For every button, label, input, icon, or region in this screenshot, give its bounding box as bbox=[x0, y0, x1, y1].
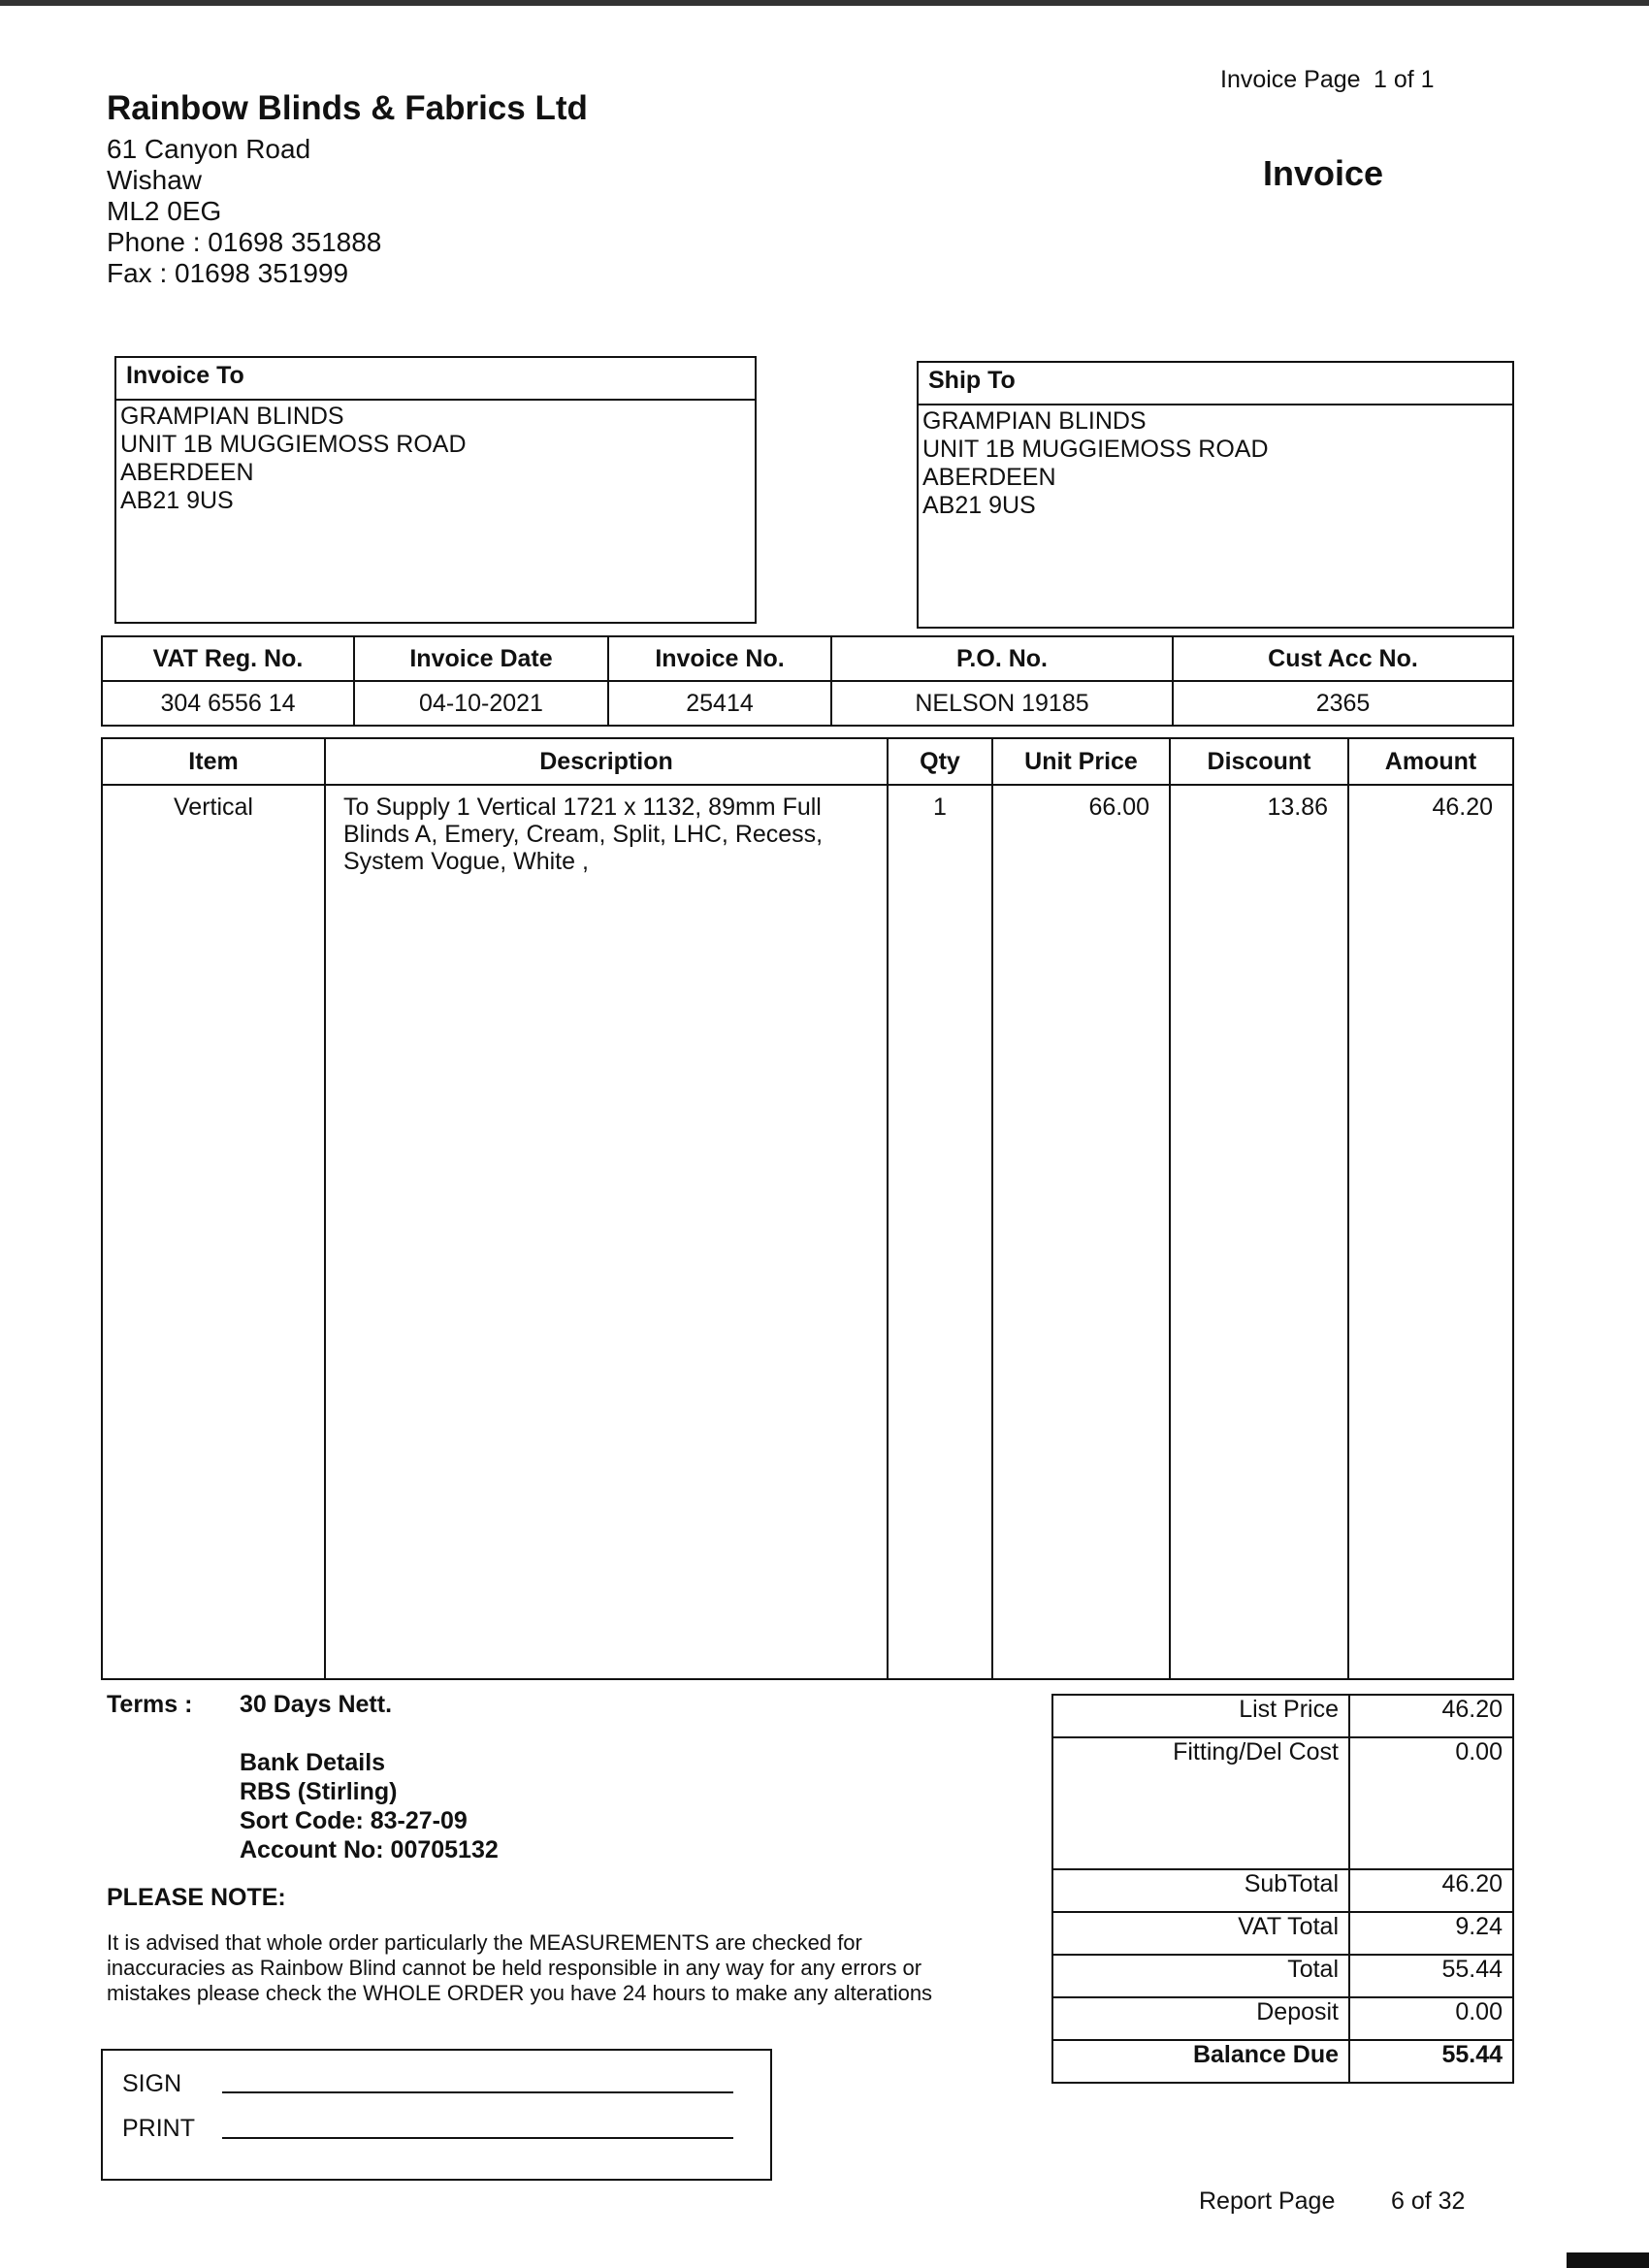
table-header-row bbox=[102, 738, 1513, 785]
description-cell bbox=[325, 785, 888, 1679]
line-items-table bbox=[101, 737, 1514, 1680]
note-line: It is advised that whole order particularly the MEASUREMENTS are checked for bbox=[107, 1930, 862, 1955]
subtotal-label: SubTotal bbox=[1052, 1869, 1349, 1912]
table-row bbox=[1052, 1695, 1513, 1737]
terms-label: Terms : bbox=[107, 1691, 193, 1718]
invoice-page-indicator bbox=[1220, 66, 1435, 94]
invoice-to-line: GRAMPIAN BLINDS bbox=[120, 403, 344, 430]
cust-acc-value: 2365 bbox=[1173, 681, 1513, 726]
invoice-date-header: Invoice Date bbox=[354, 636, 608, 681]
company-address-line: 61 Canyon Road bbox=[107, 134, 311, 164]
table-header-row bbox=[102, 636, 1513, 681]
report-page-indicator bbox=[1199, 2187, 1465, 2216]
description-line: System Vogue, White , bbox=[343, 848, 589, 875]
po-no-value: NELSON 19185 bbox=[831, 681, 1173, 726]
table-row bbox=[102, 681, 1513, 726]
report-page-value: 6 of 32 bbox=[1391, 2187, 1466, 2215]
note-text bbox=[107, 1930, 999, 2006]
invoice-no-value: 25414 bbox=[608, 681, 831, 726]
account-number: Account No: 00705132 bbox=[240, 1836, 499, 1863]
company-name: Rainbow Blinds & Fabrics Ltd bbox=[107, 89, 588, 127]
total-value: 55.44 bbox=[1349, 1955, 1513, 1997]
cust-acc-header: Cust Acc No. bbox=[1173, 636, 1513, 681]
invoice-page-label: Invoice Page bbox=[1220, 66, 1361, 93]
list-price-value: 46.20 bbox=[1349, 1695, 1513, 1737]
description-line: To Supply 1 Vertical 1721 x 1132, 89mm Full bbox=[343, 794, 822, 821]
vat-total-value: 9.24 bbox=[1349, 1912, 1513, 1955]
company-phone: Phone : 01698 351888 bbox=[107, 227, 382, 257]
table-row bbox=[1052, 1955, 1513, 1997]
balance-due-value: 55.44 bbox=[1349, 2040, 1513, 2083]
unit-price-header: Unit Price bbox=[992, 738, 1170, 785]
invoice-to-line: ABERDEEN bbox=[120, 459, 254, 486]
invoice-info-table bbox=[101, 635, 1514, 727]
note-line: inaccuracies as Rainbow Blind cannot be held responsible in any way for any errors or bbox=[107, 1956, 922, 1980]
note-heading: PLEASE NOTE: bbox=[107, 1884, 286, 1911]
item-cell: Vertical bbox=[102, 785, 325, 1679]
terms-value: 30 Days Nett. bbox=[240, 1691, 393, 1718]
ship-to-line: UNIT 1B MUGGIEMOSS ROAD bbox=[922, 436, 1269, 463]
qty-header: Qty bbox=[888, 738, 992, 785]
print-label: PRINT bbox=[122, 2115, 195, 2142]
bank-name: RBS (Stirling) bbox=[240, 1778, 398, 1805]
vat-reg-value: 304 6556 14 bbox=[102, 681, 354, 726]
amount-cell: 46.20 bbox=[1348, 785, 1513, 1679]
table-row bbox=[1052, 1997, 1513, 2040]
vat-reg-header: VAT Reg. No. bbox=[102, 636, 354, 681]
signature-box bbox=[101, 2049, 772, 2181]
table-row bbox=[1052, 1737, 1513, 1869]
invoice-no-header: Invoice No. bbox=[608, 636, 831, 681]
table-row bbox=[102, 785, 1513, 1679]
subtotal-value: 46.20 bbox=[1349, 1869, 1513, 1912]
description-header: Description bbox=[325, 738, 888, 785]
fitting-del-cost-label: Fitting/Del Cost bbox=[1052, 1737, 1349, 1869]
sign-line[interactable] bbox=[222, 2091, 733, 2093]
invoice-to-label: Invoice To bbox=[116, 358, 755, 401]
invoice-to-line: UNIT 1B MUGGIEMOSS ROAD bbox=[120, 431, 467, 458]
invoice-to-line: AB21 9US bbox=[120, 487, 234, 514]
vat-total-label: VAT Total bbox=[1052, 1912, 1349, 1955]
deposit-value: 0.00 bbox=[1349, 1997, 1513, 2040]
scan-mark bbox=[1567, 2252, 1649, 2268]
totals-table bbox=[1051, 1694, 1514, 2084]
bank-details-heading: Bank Details bbox=[240, 1749, 386, 1776]
invoice-date-value: 04-10-2021 bbox=[354, 681, 608, 726]
description-line: Blinds A, Emery, Cream, Split, LHC, Recess, bbox=[343, 821, 824, 848]
company-fax: Fax : 01698 351999 bbox=[107, 258, 349, 288]
document-title: Invoice bbox=[1263, 153, 1384, 193]
total-label: Total bbox=[1052, 1955, 1349, 1997]
ship-to-label: Ship To bbox=[919, 363, 1512, 405]
ship-to-line: GRAMPIAN BLINDS bbox=[922, 407, 1147, 435]
item-header: Item bbox=[102, 738, 325, 785]
invoice-to-box bbox=[114, 356, 757, 624]
table-row bbox=[1052, 1912, 1513, 1955]
list-price-label: List Price bbox=[1052, 1695, 1349, 1737]
company-address-line: ML2 0EG bbox=[107, 196, 222, 226]
sign-label: SIGN bbox=[122, 2070, 182, 2097]
fitting-del-cost-value: 0.00 bbox=[1349, 1737, 1513, 1869]
note-line: mistakes please check the WHOLE ORDER you have 24 hours to make any alterations bbox=[107, 1981, 933, 2005]
discount-header: Discount bbox=[1170, 738, 1348, 785]
invoice-page-value: 1 of 1 bbox=[1374, 66, 1435, 93]
sort-code: Sort Code: 83-27-09 bbox=[240, 1807, 468, 1834]
scan-edge bbox=[0, 0, 1649, 6]
ship-to-line: AB21 9US bbox=[922, 492, 1036, 519]
amount-header: Amount bbox=[1348, 738, 1513, 785]
print-line[interactable] bbox=[222, 2137, 733, 2139]
ship-to-box bbox=[917, 361, 1514, 629]
table-row bbox=[1052, 2040, 1513, 2083]
report-page-label: Report Page bbox=[1199, 2187, 1336, 2215]
company-address bbox=[107, 134, 381, 289]
ship-to-line: ABERDEEN bbox=[922, 464, 1056, 491]
deposit-label: Deposit bbox=[1052, 1997, 1349, 2040]
unit-price-cell: 66.00 bbox=[992, 785, 1170, 1679]
bank-details bbox=[240, 1748, 499, 1864]
discount-cell: 13.86 bbox=[1170, 785, 1348, 1679]
qty-cell: 1 bbox=[888, 785, 992, 1679]
table-row bbox=[1052, 1869, 1513, 1912]
balance-due-label: Balance Due bbox=[1052, 2040, 1349, 2083]
company-address-line: Wishaw bbox=[107, 165, 203, 195]
po-no-header: P.O. No. bbox=[831, 636, 1173, 681]
